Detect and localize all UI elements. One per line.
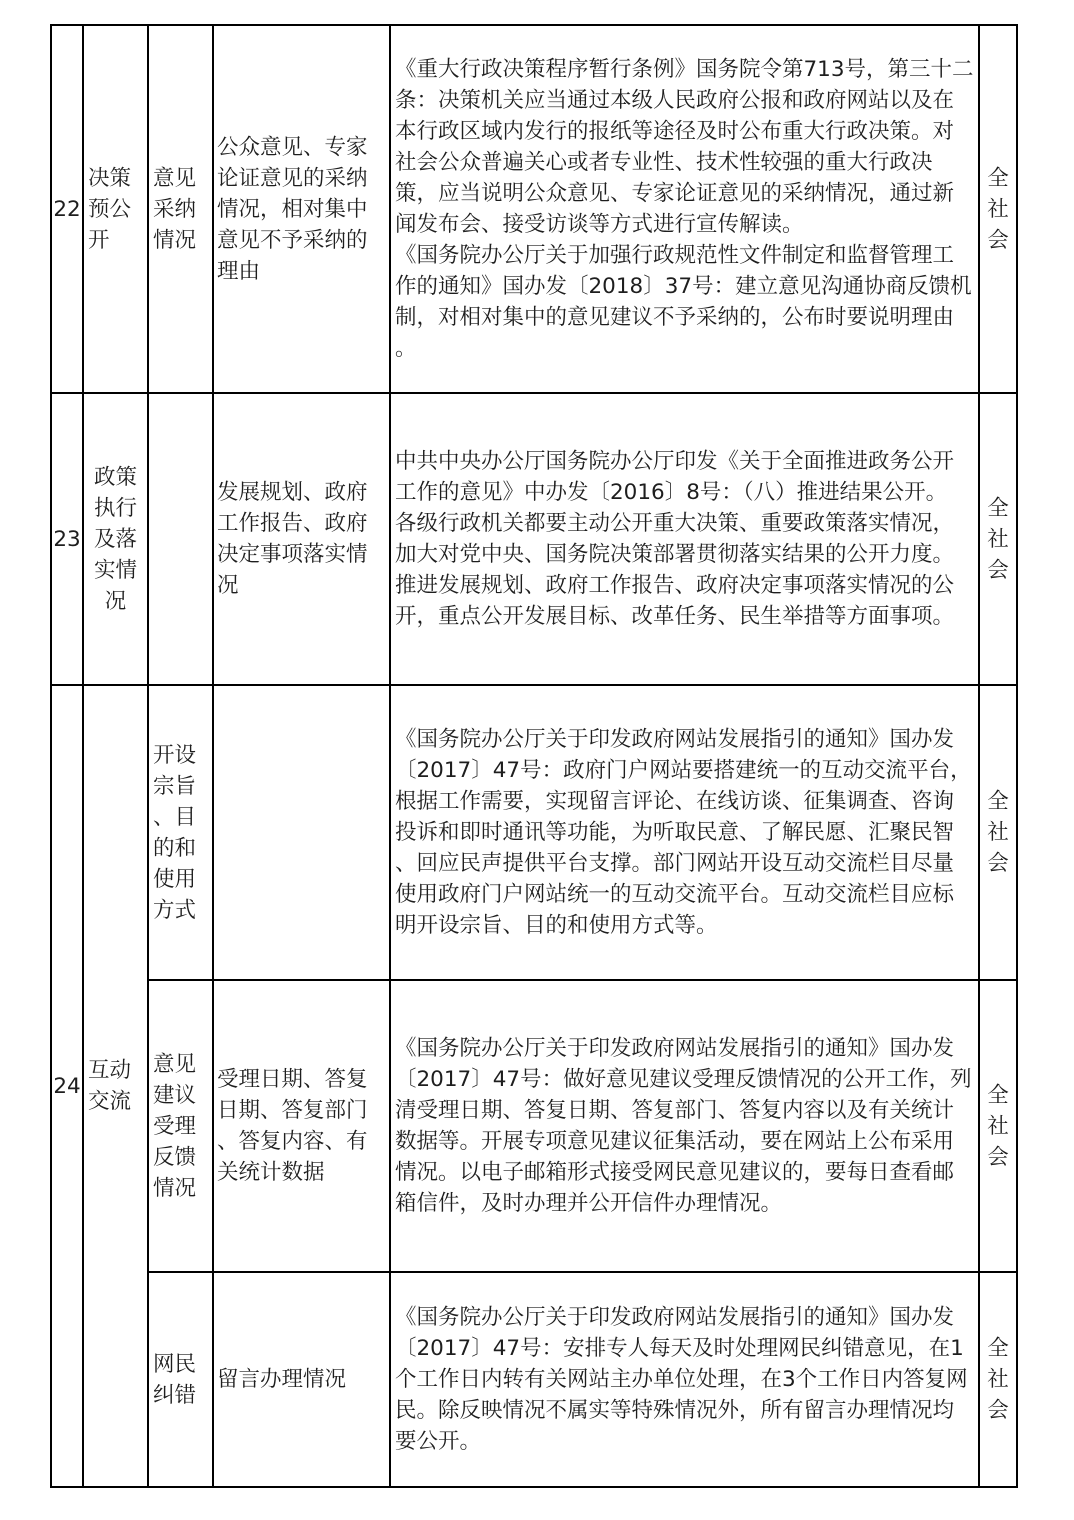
cell-scope: 全 社 会 <box>979 393 1017 685</box>
cell-subitem <box>148 393 213 685</box>
table-row <box>51 980 1017 1272</box>
cell-subitem: 意见 建议 受理 反馈 情况 <box>148 980 213 1272</box>
cell-content <box>213 685 390 980</box>
cell-category: 互动 交流 <box>83 685 148 1487</box>
cell-content: 受理日期、答复 日期、答复部门 、答复内容、有 关统计数据 <box>213 980 390 1272</box>
cell-scope: 全 社 会 <box>979 25 1017 393</box>
cell-subitem: 网民 纠错 <box>148 1272 213 1487</box>
cell-number: 23 <box>51 393 83 685</box>
cell-basis: 《国务院办公厅关于印发政府网站发展指引的通知》国办发 〔2017〕47号：做好意见建议受理反馈情况的公开工作，列 清受理日期、答复日期、答复部门、答复内容以及有关统计 数据等。开展专项意见建议征集活动，要在网站上公布采用 情况。以电子邮箱形式接受网民意见建议的，要每日查看邮 箱信件，及时办理并公开信件办理情况。 <box>390 980 979 1272</box>
cell-subitem: 开设 宗旨 、目 的和 使用 方式 <box>148 685 213 980</box>
cell-category: 决策 预公 开 <box>83 25 148 393</box>
cell-content: 公众意见、专家 论证意见的采纳 情况，相对集中 意见不予采纳的 理由 <box>213 25 390 393</box>
cell-basis: 《国务院办公厅关于印发政府网站发展指引的通知》国办发 〔2017〕47号：安排专人每天及时处理网民纠错意见，在1 个工作日内转有关网站主办单位处理，在3个工作日内答复网 民。除反映情况不属实等特殊情况外，所有留言办理情况均 要公开。 <box>390 1272 979 1487</box>
cell-scope: 全 社 会 <box>979 1272 1017 1487</box>
cell-scope: 全 社 会 <box>979 980 1017 1272</box>
cell-scope: 全 社 会 <box>979 685 1017 980</box>
table-row <box>51 393 1017 685</box>
cell-basis: 《重大行政决策程序暂行条例》国务院令第713号，第三十二 条：决策机关应当通过本级人民政府公报和政府网站以及在 本行政区域内发行的报纸等途径及时公布重大行政决策。对 社会公众普遍关心或者专业性、技术性较强的重大行政决 策，应当说明公众意见、专家论证意见的采纳情况，通过新 闻发布会、接受访谈等方式进行宣传解读。 《国务院办公厅关于加强行政规范性文件制定和监督管理工 作的通知》国办发〔2018〕37号：建立意见沟通协商反馈机 制，对相对集中的意见建议不予采纳的，公布时要说明理由 。 <box>390 25 979 393</box>
cell-subitem: 意见 采纳 情况 <box>148 25 213 393</box>
cell-content: 发展规划、政府 工作报告、政府 决定事项落实情 况 <box>213 393 390 685</box>
cell-number: 22 <box>51 25 83 393</box>
cell-category: 政策 执行 及落 实情 况 <box>83 393 148 685</box>
cell-content: 留言办理情况 <box>213 1272 390 1487</box>
table-row <box>51 685 1017 980</box>
table-row <box>51 25 1017 393</box>
cell-basis: 《国务院办公厅关于印发政府网站发展指引的通知》国办发 〔2017〕47号：政府门户网站要搭建统一的互动交流平台， 根据工作需要，实现留言评论、在线访谈、征集调查、咨询 投诉和即时通讯等功能，为听取民意、了解民愿、汇聚民智 、回应民声提供平台支撑。部门网站开设互动交流栏目尽量 使用政府门户网站统一的互动交流平台。互动交流栏目应标 明开设宗旨、目的和使用方式等。 <box>390 685 979 980</box>
policy-disclosure-table <box>50 24 1018 1488</box>
cell-number: 24 <box>51 685 83 1487</box>
table-row <box>51 1272 1017 1487</box>
cell-basis: 中共中央办公厅国务院办公厅印发《关于全面推进政务公开 工作的意见》中办发〔2016〕8号：（八）推进结果公开。 各级行政机关都要主动公开重大决策、重要政策落实情况， 加大对党中央、国务院决策部署贯彻落实结果的公开力度。 推进发展规划、政府工作报告、政府决定事项落实情况的公 开，重点公开发展目标、改革任务、民生举措等方面事项。 <box>390 393 979 685</box>
